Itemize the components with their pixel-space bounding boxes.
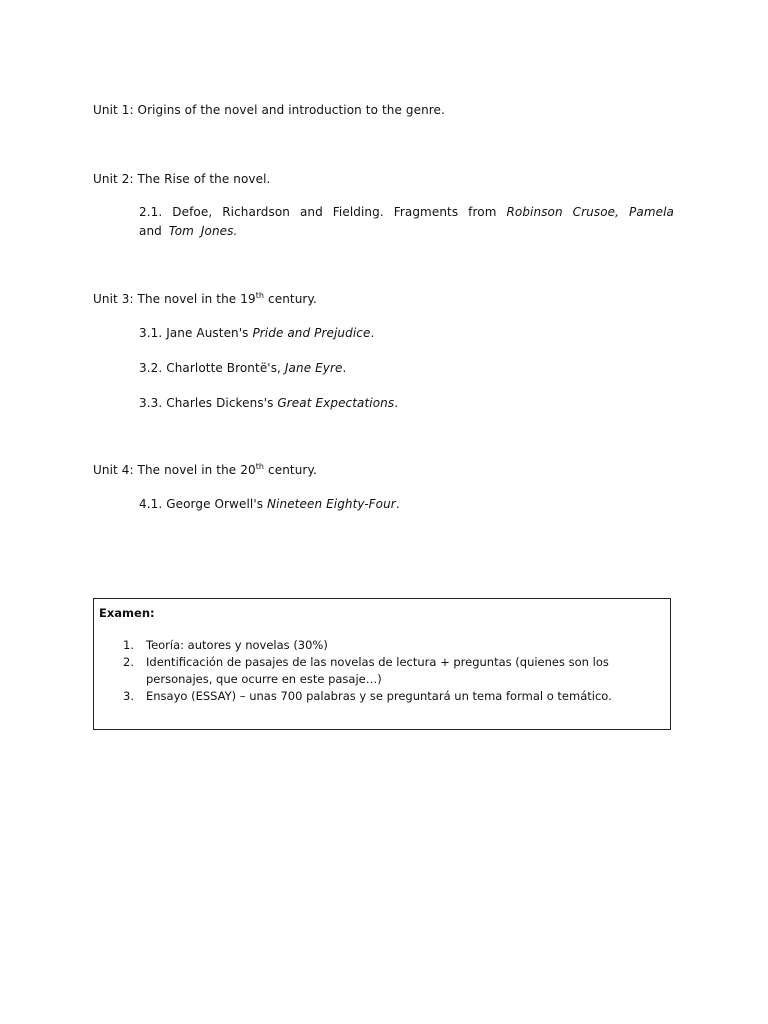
unit-4-item-1-text: 4.1. George Orwell's <box>139 497 267 511</box>
exam-list-item <box>94 637 664 654</box>
item-end-punctuation: . <box>395 497 400 511</box>
unit-3-title-suffix: century. <box>264 292 317 306</box>
item-end-punctuation: . <box>370 326 375 340</box>
unit-3-item-3 <box>139 394 398 413</box>
work-title-nineteen-eighty-four: Nineteen Eighty-Four <box>266 497 396 511</box>
exam-item-number: 3. <box>123 689 134 703</box>
work-title-robinson-crusoe: Robinson Crusoe <box>506 205 616 219</box>
unit-4-title <box>93 461 317 480</box>
exam-item-number: 1. <box>123 638 134 652</box>
exam-item-number: 2. <box>123 655 134 669</box>
work-title-separator: , <box>615 205 630 219</box>
unit-3-title-text: Unit 3: The novel in the 19 <box>93 292 256 306</box>
work-title-tom-jones: Tom Jones <box>168 224 234 238</box>
unit-3-item-3-text: 3.3. Charles Dickens's <box>139 396 278 410</box>
work-title-great-expectations: Great Expectations <box>277 396 395 410</box>
unit-4-title-text: Unit 4: The novel in the 20 <box>93 463 256 477</box>
item-end-punctuation: . <box>233 224 238 238</box>
exam-list-item <box>94 688 664 705</box>
item-end-punctuation: . <box>342 361 347 375</box>
unit-1-title-text: Unit 1: Origins of the novel and introduction to the genre. <box>93 103 445 117</box>
unit-3-item-2-text: 3.2. Charlotte Brontë's, <box>139 361 285 375</box>
unit-2-title <box>93 170 270 189</box>
work-title-separator: and <box>139 224 169 238</box>
unit-2-item-1-text: 2.1. Defoe, Richardson and Fielding. Fragments from <box>139 205 507 219</box>
exam-list-item <box>94 654 664 688</box>
item-end-punctuation: . <box>394 396 399 410</box>
unit-3-title <box>93 290 317 309</box>
work-title-jane-eyre: Jane Eyre <box>284 361 343 375</box>
exam-item-text: Teoría: autores y novelas (30%) <box>146 638 328 652</box>
unit-3-item-2 <box>139 359 346 378</box>
unit-3-item-1-text: 3.1. Jane Austen's <box>139 326 253 340</box>
exam-list <box>94 637 664 705</box>
work-title-pamela: Pamela <box>629 205 674 219</box>
unit-2-title-text: Unit 2: The Rise of the novel. <box>93 172 271 186</box>
exam-item-text: Ensayo (ESSAY) – unas 700 palabras y se preguntará un tema formal o temático. <box>146 689 612 703</box>
exam-title: Examen: <box>99 606 155 620</box>
work-title-pride-and-prejudice: Pride and Prejudice <box>252 326 371 340</box>
unit-4-item-1 <box>139 495 400 514</box>
ordinal-superscript: th <box>255 291 265 300</box>
unit-2-item-1 <box>139 203 674 241</box>
exam-item-text: Identificación de pasajes de las novelas de lectura + preguntas (quienes son los personajes, que ocurre en este pasaje…) <box>146 655 609 686</box>
exam-box <box>93 598 671 730</box>
unit-3-item-1 <box>139 324 374 343</box>
ordinal-superscript: th <box>255 462 265 471</box>
unit-4-title-suffix: century. <box>264 463 317 477</box>
unit-1-title <box>93 101 445 120</box>
